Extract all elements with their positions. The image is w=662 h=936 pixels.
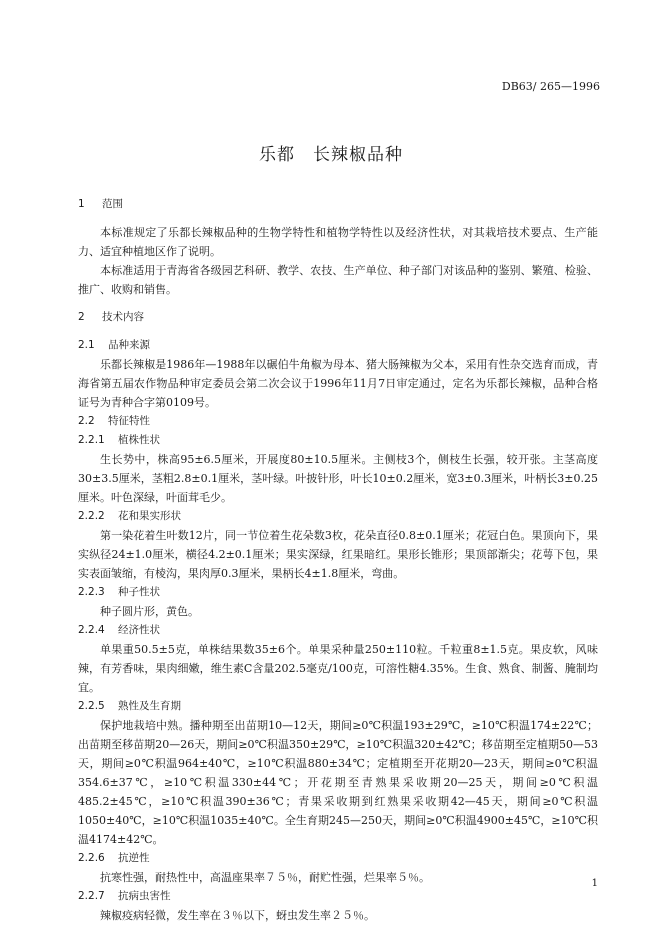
section-heading [78,412,598,431]
paragraph: 乐都长辣椒是1986年—1988年以碾伯牛角椒为母本、猪大肠辣椒为父本，采用有性杂交选育而成，青海省第五届农作物品种审定委员会第二次会议于1996年11月7日审定通过，定名为乐都长辣椒，品种合格证号为青种合字第0109号。 [78,358,598,409]
section-number: 2.2.1 [78,434,105,446]
section-heading [78,583,598,602]
section-number: 2.2 [78,415,95,427]
section-heading [78,195,598,214]
section-title: 经济性状 [118,624,160,636]
section-heading [78,431,598,450]
section-number: 2.2.2 [78,510,105,522]
section-heading [78,308,598,327]
section-number: 2.2.5 [78,700,105,712]
paragraph: 生长势中，株高95±6.5厘米，开展度80±10.5厘米。主侧枝3个，侧枝生长强，较开张。主茎高度30±3.5厘米，茎粗2.8±0.1厘米，茎叶绿。叶披针形，叶长10±0.2厘米，宽3±0.3厘米，叶柄长3±0.25厘米。叶色深绿，叶面茸毛少。 [78,453,598,504]
section-number: 2.2.3 [78,586,105,598]
paragraph: 保护地栽培中熟。播种期至出苗期10—12天，期间≥0℃积温193±29℃，≥10℃积温174±22℃；出苗期至移苗期20—26天，期间≥0℃积温350±29℃，≥10℃积温320±42℃；移苗期至定植期50—53天，期间≥0℃积温964±40℃，≥10℃积温880±34℃；定植期至开花期20—23天，期间≥0℃积温354.6±37℃，≥10℃积温330±44℃；开花期至青熟果采收期20—25天，期间≥0℃积温485.2±45℃，≥10℃积温390±36℃；青果采收期到红熟果采收期42—45天，期间≥0℃积温1050±40℃，≥10℃积温1035±40℃。全生育期245—250天，期间≥0℃积温4900±45℃，≥10℃积温4174±42℃。 [78,719,598,846]
section-heading [78,697,598,716]
section-heading [78,887,598,906]
paragraph: 第一染花着生叶数12片，同一节位着生花朵数3枚，花朵直径0.8±0.1厘米；花冠白色。果顶向下，果实纵径24±1.0厘米，横径4.2±0.1厘米；果实深绿，红果暗红。果形长锥形；果顶部渐尖；花萼下包，果实表面皱缩，有棱沟，果肉厚0.3厘米，果柄长4±1.8厘米，弯曲。 [78,529,598,580]
section-title: 植株性状 [118,434,160,446]
document-title: 乐都 长辣椒品种 [259,145,403,165]
section-heading [78,336,598,355]
section-title: 种子性状 [118,586,160,598]
paragraph: 辣椒疫病轻微，发生率在３％以下，蚜虫发生率２５％。 [100,909,375,922]
section-number: 1 [78,198,85,210]
section-title: 抗逆性 [118,852,150,864]
document-code: DB63/ 265—1996 [501,80,600,93]
section-number: 2.1 [78,339,95,351]
paragraph: 单果重50.5±5克，单株结果数35±6个。单果采种量250±110粒。千粒重8±1.5克。果皮软，风味辣，有芳香味，果肉细嫩，维生素C含量202.5毫克/100克，可溶性糖4.35%。生食、熟食、制酱、腌制均宜。 [78,643,598,694]
paragraph: 抗寒性强，耐热性中，高温座果率７５％，耐贮性强，烂果率５％。 [100,871,430,884]
section-title: 范围 [102,198,123,210]
section-title: 抗病虫害性 [118,890,171,902]
paragraph: 本标准规定了乐都长辣椒品种的生物学特性和植物学特性以及经济性状，对其栽培技术要点、生产能力、适宜种植地区作了说明。 [78,226,598,258]
section-title: 品种来源 [108,339,150,351]
section-heading [78,849,598,868]
section-number: 2.2.4 [78,624,105,636]
section-heading [78,621,598,640]
section-heading [78,507,598,526]
page-number: 1 [591,878,598,889]
section-title: 花和果实形状 [118,510,181,522]
section-title: 技术内容 [102,311,144,323]
document-body [78,195,598,925]
section-number: 2.2.7 [78,890,105,902]
section-title: 特征特性 [108,415,150,427]
section-title: 熟性及生育期 [118,700,181,712]
paragraph: 种子圆片形，黄色。 [100,605,199,618]
section-number: 2 [78,311,85,323]
paragraph: 本标准适用于青海省各级园艺科研、教学、农技、生产单位、种子部门对该品种的鉴别、繁殖、检验、推广、收购和销售。 [78,264,598,296]
section-number: 2.2.6 [78,852,105,864]
